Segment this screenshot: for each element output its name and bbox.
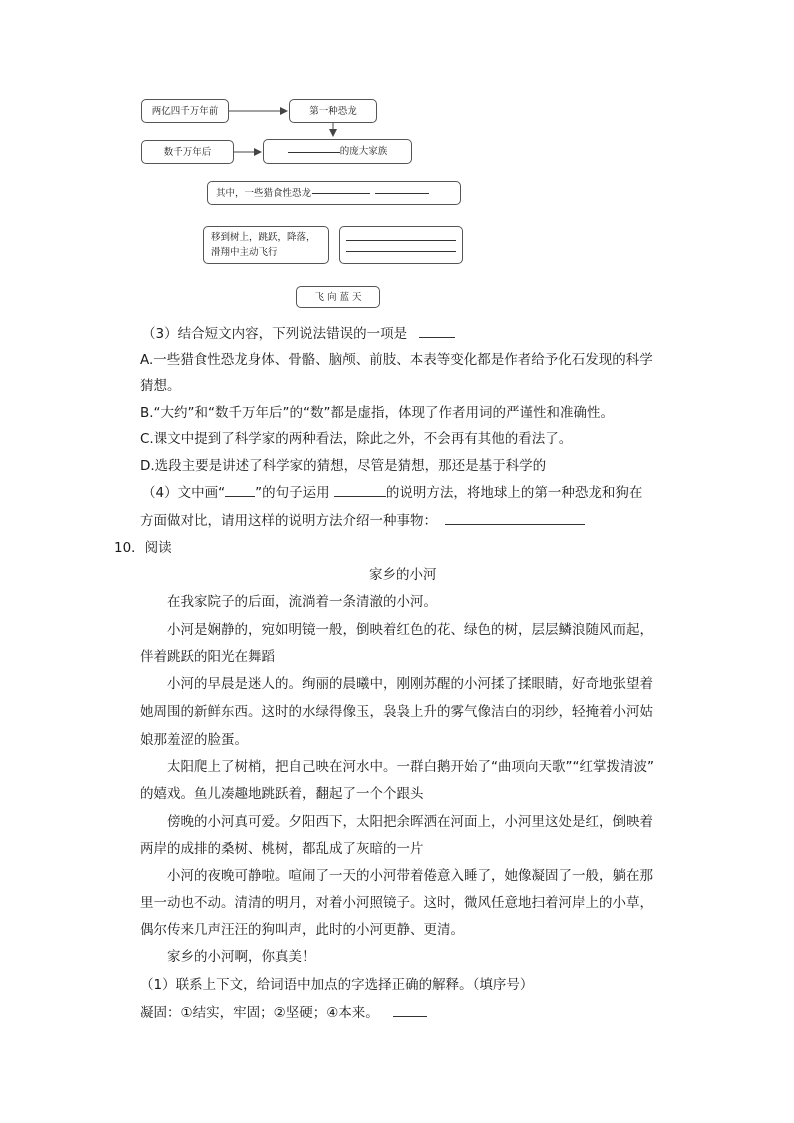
box2-text: 第一种恐龙 <box>309 105 357 117</box>
paragraph-5-line1: 傍晚的小河真可爱。夕阳西下，太阳把余晖洒在河面上，小河里这处是红，倒映着 <box>167 814 653 830</box>
paragraph-2-line1: 小河是娴静的，宛如明镜一般，倒映着红色的花、绿色的树，层层鳞浪随风而起， <box>167 622 653 638</box>
paragraph-5-line2: 两岸的成排的桑树、桃树，都乱成了灰暗的一片 <box>140 841 424 857</box>
q4-blank-sentence <box>225 495 255 497</box>
paragraph-2-line2: 伴着跳跃的阳光在舞蹈 <box>140 649 275 665</box>
blank-predatory-1 <box>312 192 370 194</box>
box-predatory-dinosaurs <box>207 181 461 205</box>
q4-blank-example <box>445 523 585 525</box>
article-title: 家乡的小河 <box>369 567 437 583</box>
q4-part3: 的说明方法，将地球上的第一种恐龙和狗在 <box>385 485 643 501</box>
box1-text: 两亿四千万年前 <box>151 105 219 117</box>
q3-stem-line <box>142 324 455 344</box>
q10-sub1-item: 凝固：①结实，牢固；②坚硬；④本来。 <box>140 1005 379 1021</box>
box-tree-gliding <box>203 226 329 264</box>
paragraph-3-line2: 她周围的新鲜东西。这时的水绿得像玉，袅袅上升的雾气像洁白的羽纱，轻掩着小河姑 <box>140 704 653 720</box>
paragraph-1: 在我家院子的后面，流淌着一条清澈的小河。 <box>167 594 437 610</box>
flow-diagram <box>0 0 794 320</box>
paragraph-4-line2: 的嬉戏。鱼儿凑趣地跳跃着，翻起了一个个跟头 <box>140 786 424 802</box>
box5-text: 其中，一些猎食性恐龙 <box>216 187 312 199</box>
q4-blank-method <box>334 495 386 497</box>
q3-stem: （3）结合短文内容，下列说法错误的一项是 <box>142 326 408 342</box>
q4-line2-text: 方面做对比，请用这样的说明方法介绍一种事物： <box>140 513 437 529</box>
q3-answer-blank <box>419 336 455 338</box>
blank-predatory-2 <box>375 192 429 194</box>
q10-sub1-stem: （1）联系上下文，给词语中加点的字选择正确的解释。（填序号） <box>140 977 534 993</box>
q4-part2: ”的句子运用 <box>255 485 330 501</box>
q10-sub1-blank <box>393 1015 427 1017</box>
paragraph-4-line1: 太阳爬上了树梢，把自己映在河水中。一群白鹅开始了“曲项向天歌”“红掌拨清波” <box>167 759 654 775</box>
blank-family <box>288 151 340 153</box>
q3-option-d: D.选段主要是讲述了科学家的猜想，尽管是猜想，那还是基于科学的 <box>140 458 547 474</box>
q3-option-a-line1: A.一些猎食性恐龙身体、骨骼、脑颅、前肢、本表等变化都是作者给予化石发现的科学 <box>140 352 653 368</box>
box-first-dinosaur <box>289 99 377 123</box>
q3-option-a-line2: 猜想。 <box>140 378 181 394</box>
box3-text: 数千万年后 <box>163 146 212 158</box>
paragraph-3-line1: 小河的早晨是迷人的。绚丽的晨曦中，刚刚苏醒的小河揉了揉眼睛，好奇地张望着 <box>167 676 653 692</box>
blank-answer-2 <box>346 250 456 252</box>
box-fly-to-sky <box>296 286 380 308</box>
box-tens-of-millions-later <box>141 140 234 164</box>
q4-line2 <box>140 511 585 531</box>
q3-option-c: C.课文中提到了科学家的两种看法，除此之外，不会再有其他的看法了。 <box>140 431 573 447</box>
paragraph-7: 家乡的小河啊，你真美！ <box>167 949 316 965</box>
q10-sub1-item-line <box>140 1003 427 1023</box>
box-two-hundred-forty-million-years <box>141 99 229 123</box>
q4-part1: （4）文中画“ <box>142 485 226 501</box>
q3-option-b: B.“大约”和“数千万年后”的“数”都是虚指，体现了作者用词的严谨性和准确性。 <box>140 405 615 421</box>
paragraph-6-line1: 小河的夜晚可静啦。喧闹了一天的小河带着倦意入睡了，她像凝固了一般，躺在那 <box>167 868 653 884</box>
box6-line1: 移到树上，跳跃，降落， <box>211 232 316 243</box>
box8-text: 飞 向 蓝 天 <box>314 291 362 303</box>
box4-text: 的庞大家族 <box>339 146 388 157</box>
paragraph-6-line2: 里一动也不动。清清的明月，对着小河照镜子。这时，微风任意地扫着河岸上的小草， <box>140 895 653 911</box>
box-large-family <box>263 139 412 164</box>
paragraph-3-line3: 娘那羞涩的脸蛋。 <box>140 732 248 748</box>
paragraph-6-line3: 偶尔传来几声汪汪的狗叫声，此时的小河更静、更清。 <box>140 922 464 938</box>
box6-line2: 滑翔中主动飞行 <box>211 247 278 258</box>
q10-label: 10．阅读 <box>114 540 172 556</box>
box-blank-answer <box>339 226 463 264</box>
blank-answer-1 <box>346 239 456 241</box>
q4-line1 <box>142 483 642 503</box>
